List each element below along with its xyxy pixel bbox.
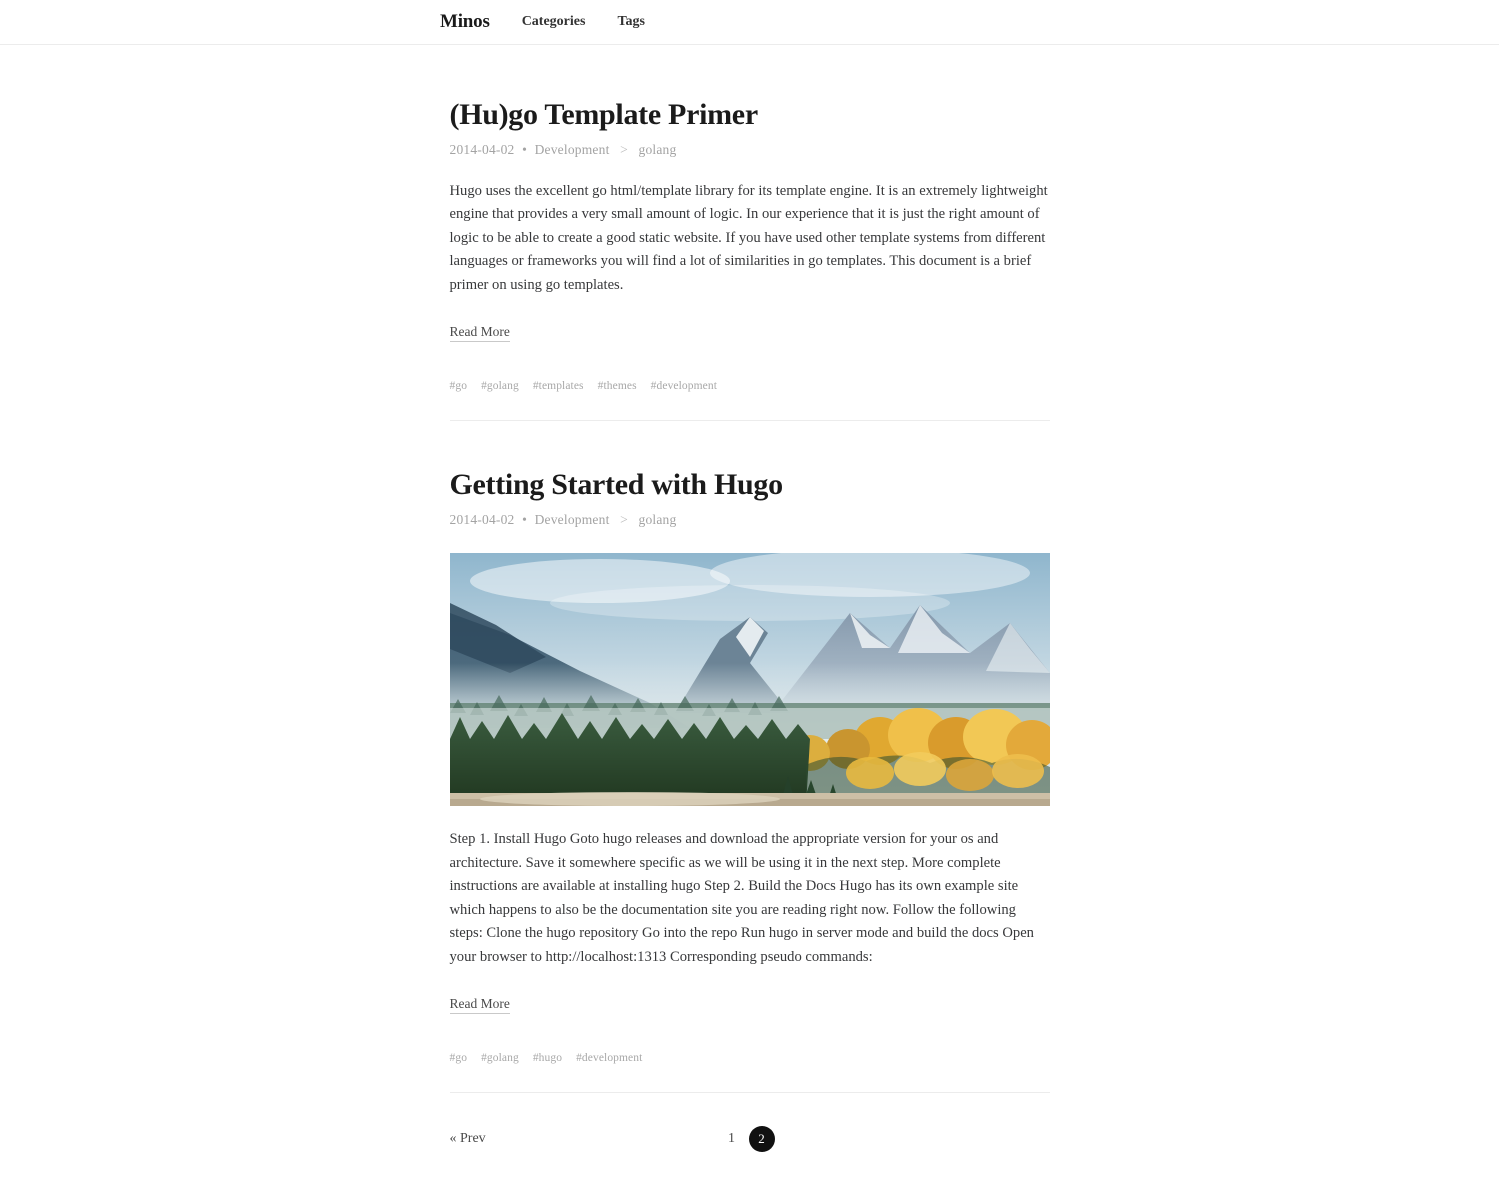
meta-bullet: • [522, 512, 528, 528]
tag-item[interactable]: #development [650, 380, 718, 393]
nav-item-categories[interactable]: Categories [521, 14, 586, 29]
post-subcategory[interactable]: golang [638, 142, 677, 157]
pagination-page-1[interactable]: 1 [728, 1131, 735, 1147]
pagination [449, 1131, 1050, 1199]
post-meta [450, 142, 1050, 158]
tag-item[interactable]: #themes [597, 380, 637, 393]
meta-bullet: • [522, 142, 528, 157]
post-divider [450, 1092, 1050, 1093]
read-more-link[interactable]: Read More [450, 996, 510, 1014]
nav-item-tags[interactable]: Tags [617, 14, 645, 29]
post-summary: Step 1. Install Hugo Goto hugo releases and download the appropriate version for your os and architecture. Save it somewhere specific as we will be using it in the next step. More complete instructions are available at installing hugo Step 2. Build the Docs Hugo has its own example site which happens to also be the documentation site you are reading right now. Follow the following steps: Clone the hugo repository Go into the repo Run hugo in server mode and build the docs Open your browser to http://localhost:1313 Corresponding pseudo commands: [449, 831, 1034, 965]
post-tags [450, 376, 1050, 394]
tag-item[interactable]: #hugo [532, 1052, 563, 1065]
post-item [450, 467, 1050, 1066]
post-category[interactable]: Development [534, 512, 610, 528]
pagination-page-2-current[interactable]: 2 [749, 1126, 775, 1152]
tag-item[interactable]: #go [449, 1052, 468, 1065]
site-header [0, 0, 1499, 45]
tag-item[interactable]: #golang [481, 1052, 519, 1065]
post-subcategory[interactable]: golang [638, 512, 677, 528]
post-title[interactable]: (Hu)go Template Primer [449, 98, 758, 131]
post-divider [450, 420, 1050, 421]
tag-item[interactable]: #go [449, 380, 468, 393]
read-more-link[interactable]: Read More [450, 324, 510, 342]
post-tags [450, 1048, 1050, 1066]
pagination-prev[interactable]: « Prev [449, 1131, 486, 1147]
post-title[interactable]: Getting Started with Hugo [449, 468, 783, 502]
tag-item[interactable]: #golang [481, 380, 519, 393]
post-item [450, 97, 1050, 394]
meta-arrow: > [620, 512, 628, 528]
post-summary: Hugo uses the excellent go html/template library for its template engine. It is an extremely lightweight engine that provides a very small amount of logic. In our experience that it is just the right amount of logic to be able to create a good static website. If you have used other template systems from different languages or frameworks you will find a lot of similarities in go templates. This document is a brief primer on using go templates. [449, 183, 1048, 293]
tag-item[interactable]: #development [576, 1052, 643, 1065]
pagination-numbers [725, 1126, 775, 1152]
post-meta [450, 512, 1050, 528]
post-category[interactable]: Development [534, 142, 610, 157]
meta-arrow: > [620, 142, 628, 157]
tag-item[interactable]: #templates [532, 380, 584, 393]
post-date: 2014-04-02 [449, 512, 515, 528]
site-brand[interactable]: Minos [440, 11, 490, 32]
post-featured-image [450, 553, 1050, 806]
post-list [450, 45, 1050, 1199]
post-date: 2014-04-02 [449, 142, 515, 157]
